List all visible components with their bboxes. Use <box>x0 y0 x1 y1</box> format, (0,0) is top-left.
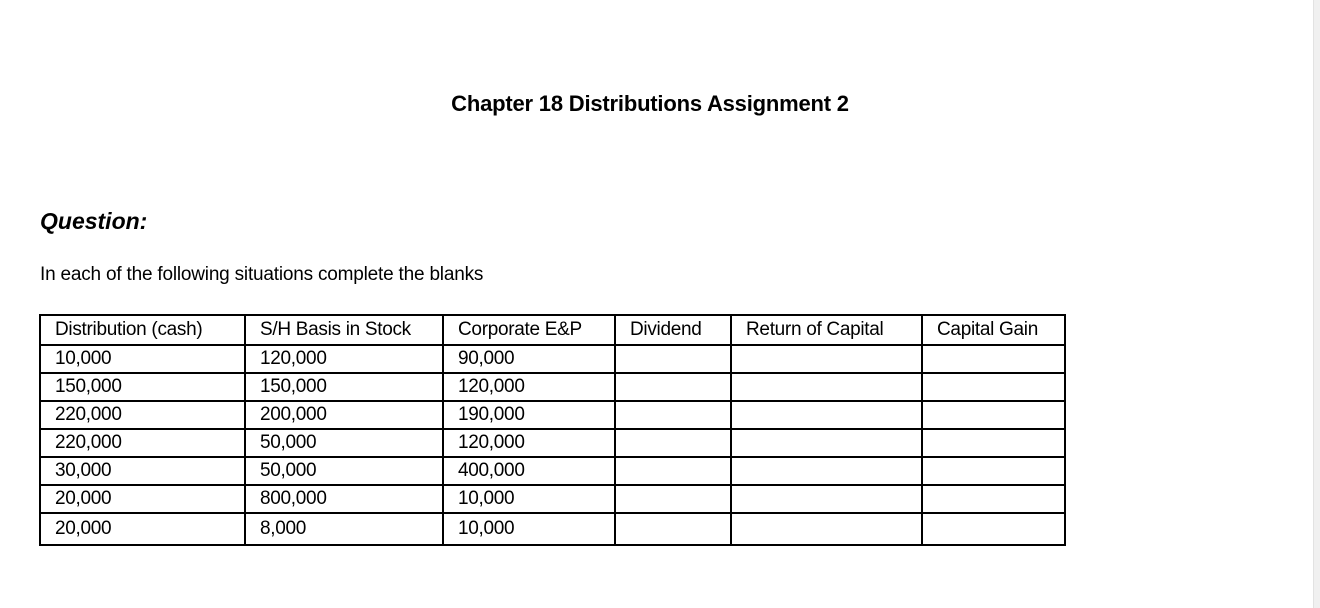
table-row <box>40 401 1065 429</box>
cell-dividend-blank[interactable] <box>615 429 731 457</box>
cell-distribution: 10,000 <box>40 345 245 373</box>
header-capital-gain: Capital Gain <box>922 315 1065 345</box>
table-row <box>40 485 1065 513</box>
cell-ep: 120,000 <box>443 373 615 401</box>
table-row <box>40 345 1065 373</box>
cell-return-of-capital-blank[interactable] <box>731 401 922 429</box>
header-sh-basis-in-stock: S/H Basis in Stock <box>245 315 443 345</box>
cell-distribution: 30,000 <box>40 457 245 485</box>
cell-ep: 10,000 <box>443 513 615 545</box>
cell-capital-gain-blank[interactable] <box>922 345 1065 373</box>
instruction-text: In each of the following situations complete the blanks <box>40 264 484 285</box>
cell-ep: 400,000 <box>443 457 615 485</box>
cell-basis: 200,000 <box>245 401 443 429</box>
cell-return-of-capital-blank[interactable] <box>731 457 922 485</box>
header-dividend: Dividend <box>615 315 731 345</box>
cell-distribution: 150,000 <box>40 373 245 401</box>
cell-distribution: 220,000 <box>40 429 245 457</box>
cell-capital-gain-blank[interactable] <box>922 373 1065 401</box>
cell-dividend-blank[interactable] <box>615 401 731 429</box>
cell-capital-gain-blank[interactable] <box>922 485 1065 513</box>
question-label: Question: <box>40 208 148 234</box>
cell-capital-gain-blank[interactable] <box>922 513 1065 545</box>
cell-basis: 8,000 <box>245 513 443 545</box>
cell-basis: 800,000 <box>245 485 443 513</box>
table-row <box>40 373 1065 401</box>
header-corporate-ep: Corporate E&P <box>443 315 615 345</box>
cell-return-of-capital-blank[interactable] <box>731 485 922 513</box>
distributions-table <box>39 314 1066 546</box>
cell-dividend-blank[interactable] <box>615 513 731 545</box>
cell-capital-gain-blank[interactable] <box>922 429 1065 457</box>
cell-capital-gain-blank[interactable] <box>922 457 1065 485</box>
cell-return-of-capital-blank[interactable] <box>731 513 922 545</box>
cell-distribution: 220,000 <box>40 401 245 429</box>
cell-dividend-blank[interactable] <box>615 373 731 401</box>
cell-distribution: 20,000 <box>40 485 245 513</box>
table-row <box>40 513 1065 545</box>
cell-basis: 50,000 <box>245 429 443 457</box>
table-header-row <box>40 315 1065 345</box>
cell-return-of-capital-blank[interactable] <box>731 345 922 373</box>
page-title: Chapter 18 Distributions Assignment 2 <box>451 91 849 116</box>
cell-return-of-capital-blank[interactable] <box>731 373 922 401</box>
cell-ep: 120,000 <box>443 429 615 457</box>
cell-dividend-blank[interactable] <box>615 485 731 513</box>
table-row <box>40 457 1065 485</box>
window-edge <box>1313 0 1320 608</box>
table-row <box>40 429 1065 457</box>
cell-ep: 10,000 <box>443 485 615 513</box>
cell-return-of-capital-blank[interactable] <box>731 429 922 457</box>
cell-ep: 190,000 <box>443 401 615 429</box>
cell-basis: 150,000 <box>245 373 443 401</box>
cell-basis: 120,000 <box>245 345 443 373</box>
cell-distribution: 20,000 <box>40 513 245 545</box>
cell-dividend-blank[interactable] <box>615 457 731 485</box>
cell-capital-gain-blank[interactable] <box>922 401 1065 429</box>
cell-basis: 50,000 <box>245 457 443 485</box>
header-distribution-cash: Distribution (cash) <box>40 315 245 345</box>
header-return-of-capital: Return of Capital <box>731 315 922 345</box>
cell-ep: 90,000 <box>443 345 615 373</box>
cell-dividend-blank[interactable] <box>615 345 731 373</box>
